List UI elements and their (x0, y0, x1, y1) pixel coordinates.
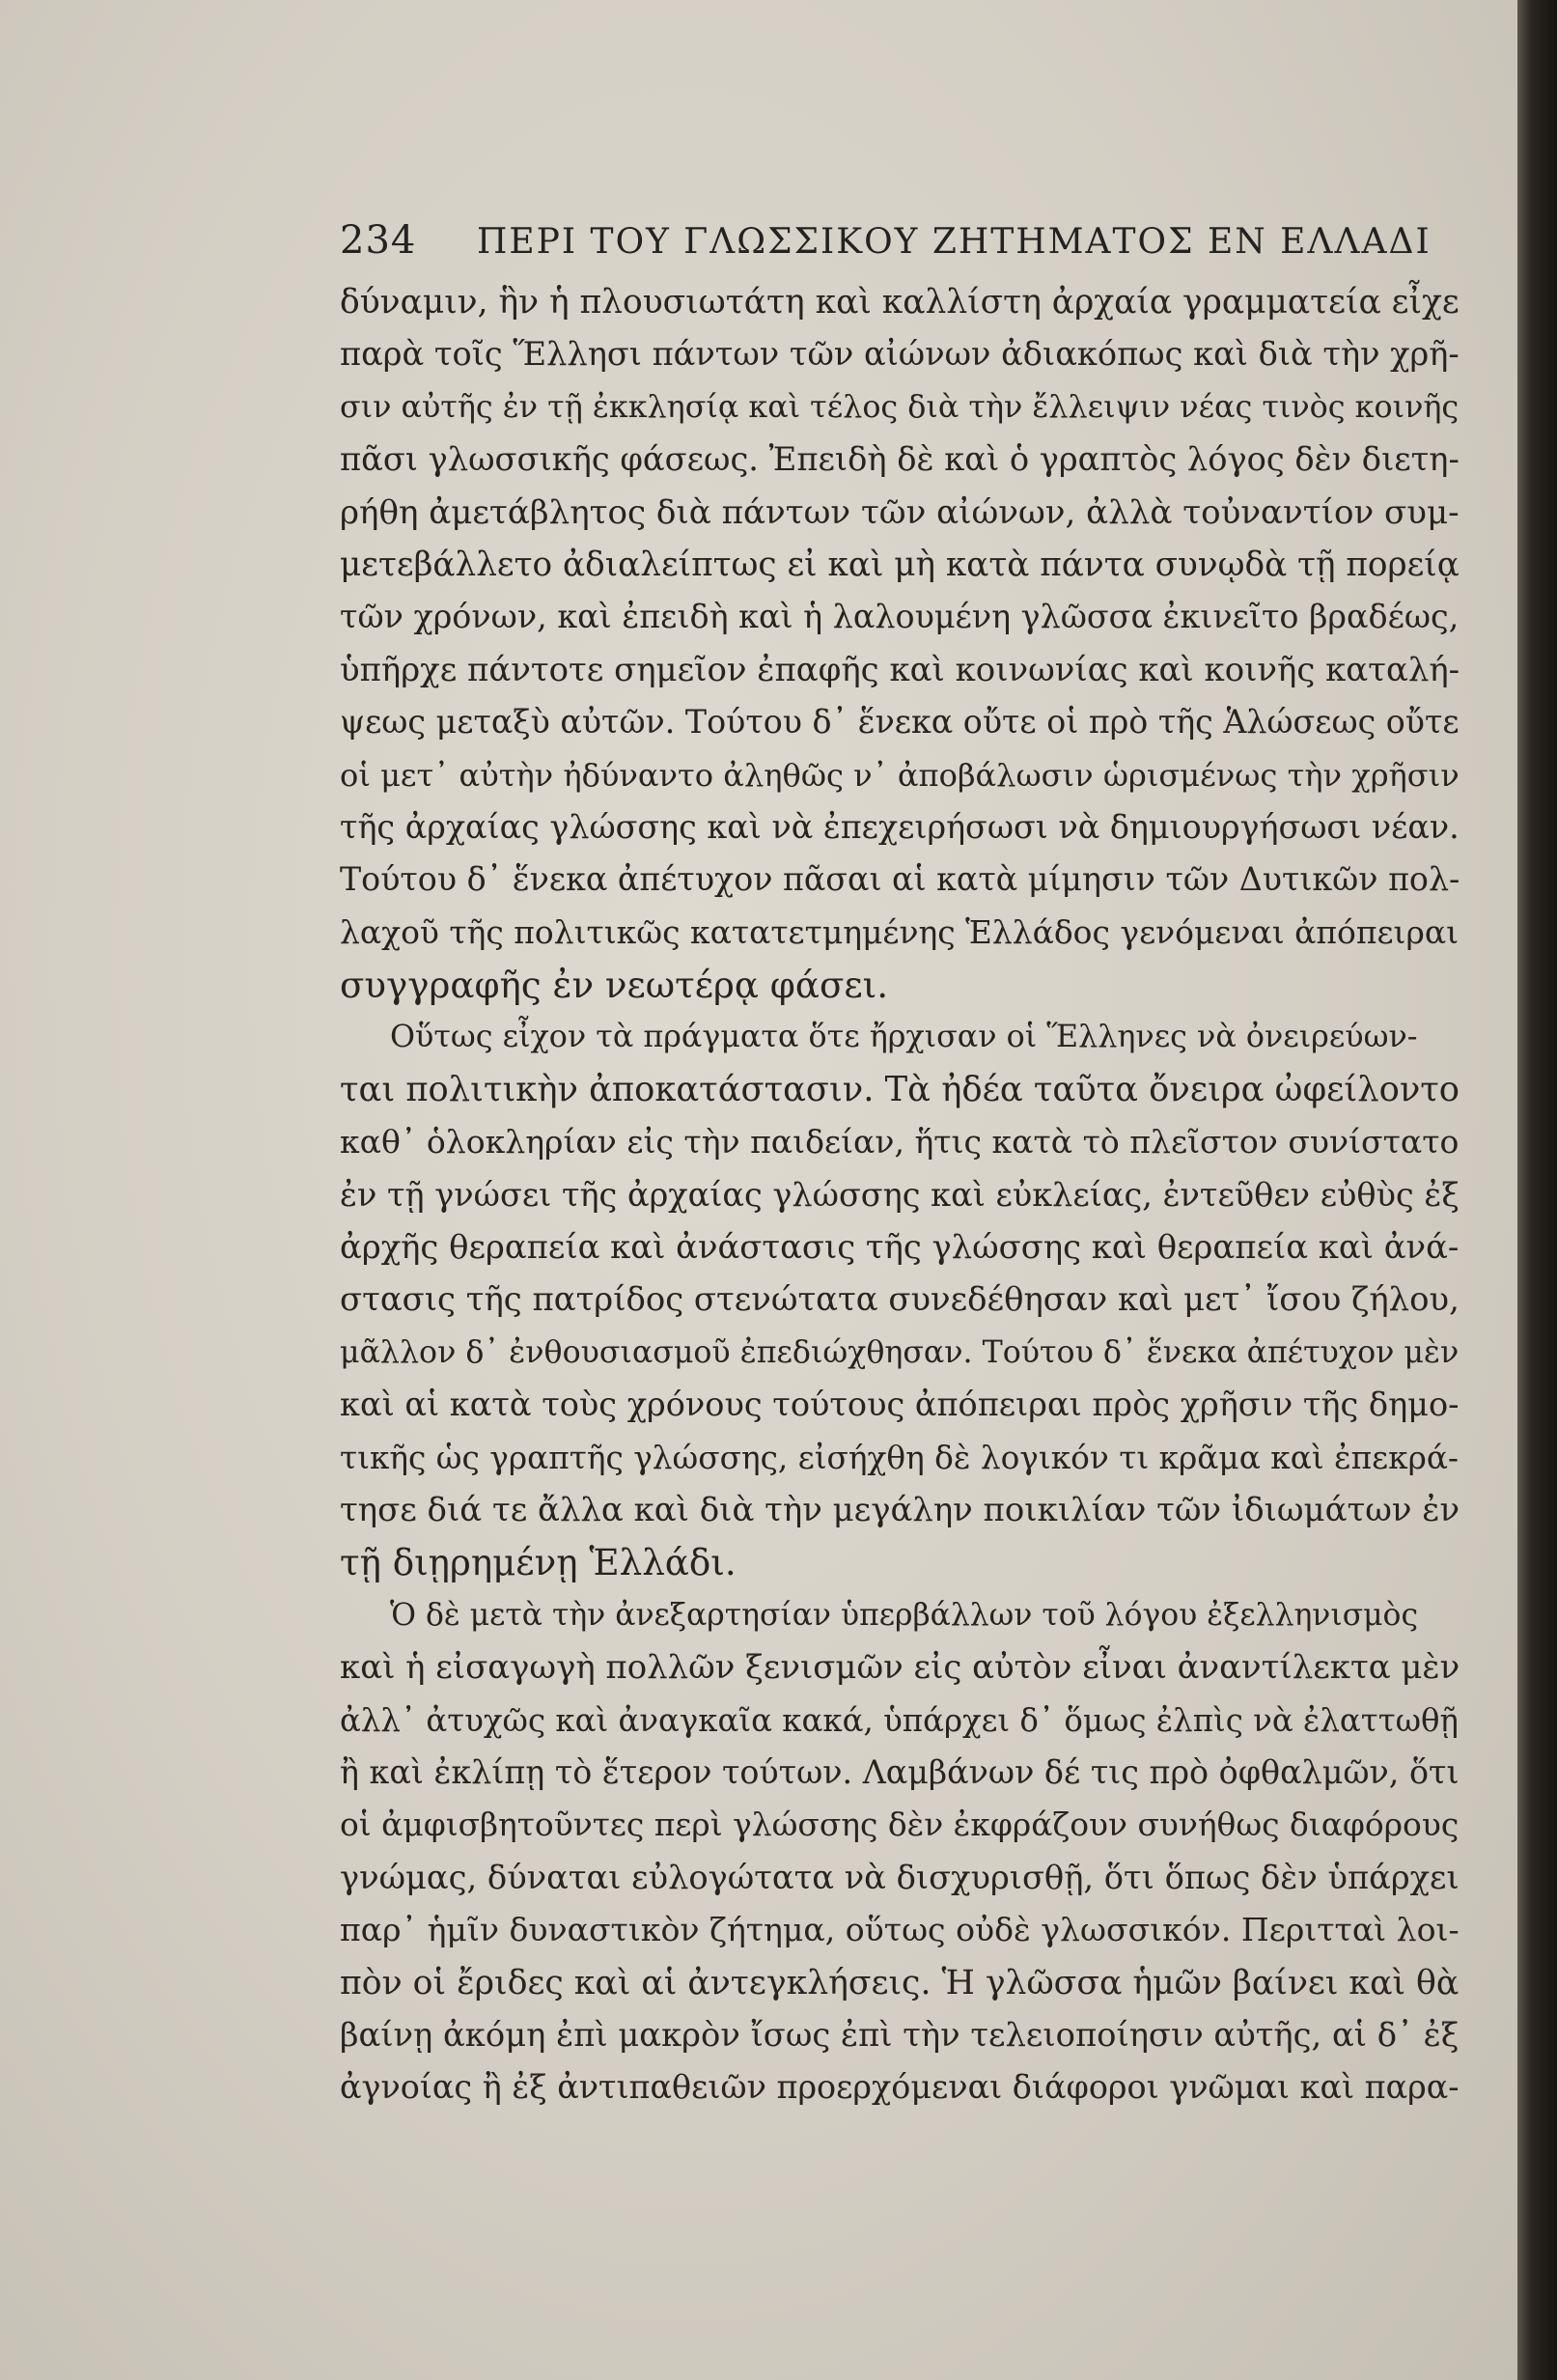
text-line: τῆς ἀρχαίας γλώσσης καὶ νὰ ἐπεχειρήσωσι νὰ δημιουργήσωσι νέαν. (340, 807, 1460, 846)
text-line: ὑπῆρχε πάντοτε σημεῖον ἐπαφῆς καὶ κοινωνίας καὶ κοινῆς καταλή- (340, 650, 1460, 688)
text-line: σιν αὐτῆς ἐν τῇ ἐκκλησίᾳ καὶ τέλος διὰ τὴν ἔλλειψιν νέας τινὸς κοινῆς (340, 389, 1460, 425)
text-line: ἀγνοίας ἢ ἐξ ἀντιπαθειῶν προερχόμεναι διάφοροι γνῶμαι καὶ παρα- (340, 2068, 1460, 2107)
text-line: ται πολιτικὴν ἀποκατάστασιν. Τὰ ἠδέα ταῦτα ὄνειρα ὠφείλοντο (340, 1069, 1460, 1109)
text-line: Τούτου δ᾽ ἕνεκα ἀπέτυχον πᾶσαι αἱ κατὰ μίμησιν τῶν Δυτικῶν πολ- (340, 860, 1460, 899)
text-line: τικῆς ὡς γραπτῆς γλώσσης, εἰσήχθη δὲ λογικόν τι κρᾶμα καὶ ἐπεκρά- (340, 1439, 1460, 1476)
page-number: 234 (340, 218, 417, 263)
text-line: τησε διά τε ἄλλα καὶ διὰ τὴν μεγάλην ποικιλίαν τῶν ἰδιωμάτων ἐν (340, 1490, 1460, 1528)
page-header (340, 218, 1432, 268)
text-line: καὶ ἡ εἰσαγωγὴ πολλῶν ξενισμῶν εἰς αὐτὸν εἶναι ἀναντίλεκτα μὲν (340, 1648, 1460, 1687)
text-line: στασις τῆς πατρίδος στενώτατα συνεδέθησαν καὶ μετ᾽ ἴσου ζήλου, (340, 1280, 1460, 1319)
body-text (340, 276, 1498, 2114)
text-line: ἢ καὶ ἐκλίπῃ τὸ ἕτερον τούτων. Λαμβάνων δέ τις πρὸ ὀφθαλμῶν, ὅτι (340, 1752, 1460, 1791)
binding-edge-shadow (1517, 0, 1557, 2380)
text-line: παρὰ τοῖς Ἕλλησι πάντων τῶν αἰώνων ἀδιακόπως καὶ διὰ τὴν χρῆ- (340, 335, 1460, 374)
text-line: πᾶσι γλωσσικῆς φάσεως. Ἐπειδὴ δὲ καὶ ὁ γραπτὸς λόγος δὲν διετη- (340, 440, 1460, 479)
text-line: ἐν τῇ γνώσει τῆς ἀρχαίας γλώσσης καὶ εὐκλείας, ἐντεῦθεν εὐθὺς ἐξ (340, 1175, 1460, 1214)
running-title: ΠΕΡΙ ΤΟΥ ΓΛΩΣΣΙΚΟΥ ΖΗΤΗΜΑΤΟΣ ΕΝ ΕΛΛΑΔΙ (477, 222, 1432, 262)
text-line: καθ᾽ ὁλοκληρίαν εἰς τὴν παιδείαν, ἥτις κατὰ τὸ πλεῖστον συνίστατο (340, 1123, 1460, 1162)
text-line: λαχοῦ τῆς πολιτικῶς κατατετμημένης Ἑλλάδος γενόμεναι ἀπόπειραι (340, 912, 1459, 951)
text-line: μᾶλλον δ᾽ ἐνθουσιασμοῦ ἐπεδιώχθησαν. Τούτου δ᾽ ἕνεκα ἀπέτυχον μὲν (340, 1334, 1460, 1370)
text-line: οἱ ἀμφισβητοῦντες περὶ γλώσσης δὲν ἐκφράζουν συνήθως διαφόρους (340, 1806, 1460, 1844)
text-line: ἀρχῆς θεραπεία καὶ ἀνάστασις τῆς γλώσσης καὶ θεραπεία καὶ ἀνά- (340, 1228, 1460, 1267)
text-line: Οὕτως εἶχον τὰ πράγματα ὅτε ἤρχισαν οἱ Ἕλληνες νὰ ὀνειρεύων- (390, 1020, 1418, 1055)
text-line: δύναμιν, ἣν ἡ πλουσιωτάτη καὶ καλλίστη ἀρχαία γραμματεία εἶχε (340, 283, 1460, 322)
text-line: ψεως μεταξὺ αὐτῶν. Τούτου δ᾽ ἕνεκα οὔτε οἱ πρὸ τῆς Ἁλώσεως οὔτε (340, 703, 1460, 742)
text-line: βαίνῃ ἀκόμη ἐπὶ μακρὸν ἴσως ἐπὶ τὴν τελειοποίησιν αὐτῆς, αἱ δ᾽ ἐξ (340, 2015, 1460, 2054)
text-line: πὸν οἱ ἔριδες καὶ αἱ ἀντεγκλήσεις. Ἡ γλῶσσα ἡμῶν βαίνει καὶ θὰ (340, 1963, 1460, 2002)
text-line: οἱ μετ᾽ αὐτὴν ἠδύναντο ἀληθῶς ν᾽ ἀποβάλωσιν ὡρισμένως τὴν χρῆσιν (340, 756, 1460, 794)
text-line: παρ᾽ ἡμῖν δυναστικὸν ζήτημα, οὕτως οὐδὲ γλωσσικόν. Περιτταὶ λοι- (340, 1911, 1460, 1949)
text-line: γνώμας, δύναται εὐλογώτατα νὰ δισχυρισθῇ, ὅτι ὅπως δὲν ὑπάρχει (340, 1858, 1460, 1896)
text-line: καὶ αἱ κατὰ τοὺς χρόνους τούτους ἀπόπειραι πρὸς χρῆσιν τῆς δημο- (340, 1386, 1460, 1424)
text-line: τῶν χρόνων, καὶ ἐπειδὴ καὶ ἡ λαλουμένη γλῶσσα ἐκινεῖτο βραδέως, (340, 598, 1460, 636)
text-line: μετεβάλλετο ἀδιαλείπτως εἰ καὶ μὴ κατὰ πάντα συνῳδὰ τῇ πορείᾳ (340, 545, 1460, 584)
text-line: Ὁ δὲ μετὰ τὴν ἀνεξαρτησίαν ὑπερβάλλων τοῦ λόγου ἐξελληνισμὸς (390, 1597, 1419, 1633)
text-line: τῇ διῃρημένῃ Ἑλλάδι. (340, 1541, 737, 1584)
text-line: ἀλλ᾽ ἀτυχῶς καὶ ἀναγκαῖα κακά, ὑπάρχει δ᾽ ὅμως ἐλπὶς νὰ ἐλαττωθῇ (340, 1701, 1459, 1739)
text-line: συγγραφῆς ἐν νεωτέρᾳ φάσει. (340, 964, 889, 1007)
text-line: ρήθη ἀμετάβλητος διὰ πάντων τῶν αἰώνων, ἀλλὰ τοὐναντίον συμ- (340, 492, 1460, 532)
